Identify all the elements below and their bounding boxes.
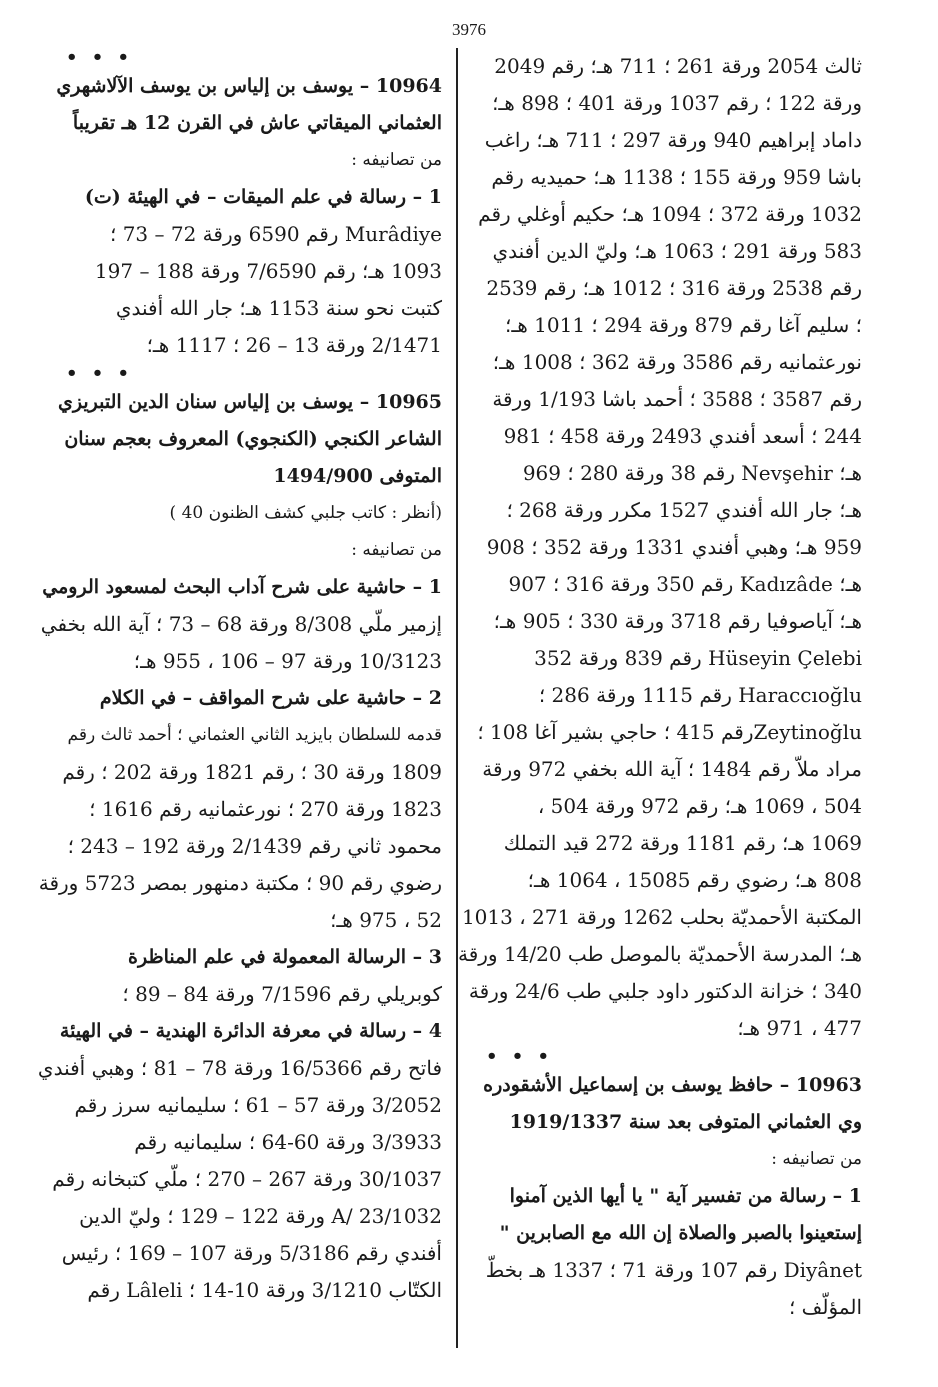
text-line: 583 ورقة 291 ؛ 1063 هـ؛ وليّ الدين أفندي [492, 239, 862, 263]
text-line: Haraccıoğlu رقم 1115 ورقة 286 ؛ [538, 683, 862, 707]
text-line: ورقة 122 ؛ رقم 1037 ورقة 401 ؛ 898 هـ؛ [492, 91, 862, 115]
text-line: رقم 3587 ؛ 3588 ؛ أحمد باشا 1/193 ورقة [492, 387, 862, 411]
text-line: هـ؛ المدرسة الأحمديّة بالموصل طب 14/20 ورقة [457, 942, 862, 966]
entry-title: 10964 – يوسف بن إلياس بن يوسف الآلاشهري [56, 75, 442, 97]
reference-note: (أنظر : كاتب جلبي كشف الظنون 40 ) [169, 503, 442, 523]
text-line: A/ 23/1032 ورقة 122 – 129 ؛ وليّ الدين [79, 1204, 442, 1228]
text-line: 52 ، 975 هـ؛ [330, 908, 442, 932]
entry-separator: • • • [486, 1046, 554, 1067]
text-line: 30/1037 ورقة 267 – 270 ؛ ملّي كتبخانه رقم [52, 1167, 442, 1191]
works-heading: من تصانيفه : [351, 540, 442, 560]
text-line: أفندي رقم 5/3186 ورقة 107 – 169 ؛ رئيس [61, 1241, 442, 1265]
text-line: رقم 2538 ورقة 316 ؛ 1012 هـ؛ رقم 2539 [486, 276, 862, 300]
work-title: 1 – حاشية على شرح آداب البحث لمسعود الرومي [42, 576, 442, 598]
text-line: كتبت نحو سنة 1153 هـ؛ جار الله أفندي [115, 296, 442, 320]
works-heading: من تصانيفه : [771, 1149, 862, 1169]
text-line: نورعثمانيه رقم 3586 ورقة 362 ؛ 1008 هـ؛ [492, 350, 862, 374]
text-line: هـ؛ Nevşehir رقم 38 ورقة 280 ؛ 969 [522, 461, 862, 485]
text-line: Diyânet رقم 107 ورقة 71 ؛ 1337 هـ بخطّ [485, 1258, 862, 1282]
text-line: 1093 هـ؛ رقم 7/6590 ورقة 188 – 197 [94, 259, 442, 283]
entry-title: 10963 – حافظ يوسف بن إسماعيل الأشقودره [483, 1074, 862, 1096]
right-column [457, 48, 862, 1326]
entry-separator: • • • [66, 47, 134, 68]
text-line: كوبريلي رقم 7/1596 ورقة 84 – 89 ؛ [122, 982, 442, 1006]
text-line: 10/3123 ورقة 97 – 106 ، 955 هـ؛ [133, 649, 442, 673]
text-line: 1032 ورقة 372 ؛ 1094 هـ؛ حكيم أوغلي رقم [478, 202, 862, 226]
text-line: 2/1471 ورقة 13 – 26 ؛ 1117 هـ؛ [146, 333, 442, 357]
text-line: قدمه للسلطان بايزيد الثاني العثماني ؛ أحمد ثالث رقم [67, 725, 442, 745]
works-heading: من تصانيفه : [351, 150, 442, 170]
text-line: 3/3933 ورقة 60-64 ؛ سليمانيه رقم [134, 1130, 442, 1154]
entry-title: 10965 – يوسف بن إلياس سنان الدين التبريزي [58, 391, 442, 413]
text-line: ؛ سليم آغا رقم 879 ورقة 294 ؛ 1011 هـ؛ [505, 313, 862, 337]
column-divider [456, 48, 458, 1348]
text-line: Murâdiye رقم 6590 ورقة 72 – 73 ؛ [109, 222, 442, 246]
text-line: Hüseyin Çelebi رقم 839 ورقة 352 [534, 646, 862, 670]
text-line: 340 ؛ خزانة الدكتور داود جلبي طب 24/6 ورقة [468, 979, 862, 1003]
text-line: 1823 ورقة 270 ؛ نورعثمانيه رقم 1616 ؛ [89, 797, 442, 821]
text-line: المكتبة الأحمديّة بحلب 1262 ورقة 271 ، 1013 [461, 905, 862, 929]
text-line: محمود ثاني رقم 2/1439 ورقة 192 – 243 ؛ [67, 834, 442, 858]
text-line: فاتح رقم 16/5366 ورقة 78 – 81 ؛ وهبي أفندي [37, 1056, 442, 1080]
text-line: 1069 هـ؛ رقم 1181 ورقة 272 قيد التملك [503, 831, 862, 855]
text-line: 1809 ورقة 30 ؛ رقم 1821 ورقة 202 ؛ رقم [62, 760, 442, 784]
work-title: 1 – رسالة من تفسير آية " يا أيها الذين آمنوا [509, 1185, 862, 1207]
text-line: هـ؛ جار الله أفندي 1527 مكرر ورقة 268 ؛ [506, 498, 862, 522]
text-line: ثالث 2054 ورقة 261 ؛ 711 هـ؛ رقم 2049 [494, 54, 862, 78]
work-title: 2 – حاشية على شرح المواقف – في الكلام [99, 687, 442, 709]
page-number: 3976 [452, 20, 486, 39]
entry-title-cont: العثماني الميقاتي عاش في القرن 12 هـ تقريباً [72, 112, 442, 134]
entry-title-cont: وي العثماني المتوفى بعد سنة 1919/1337 [509, 1111, 862, 1133]
entry-title-cont: الشاعر الكنجي (الكنجوي) المعروف بعجم سنان [64, 428, 442, 450]
left-column [37, 47, 442, 1309]
entry-separator: • • • [66, 363, 134, 384]
work-title: 1 – رسالة في علم الميقات – في الهيئة (ت) [84, 186, 442, 208]
text-line: 244 ؛ أسعد أفندي 2493 ورقة 458 ؛ 981 [503, 424, 862, 448]
text-line: داماد إبراهيم 940 ورقة 297 ؛ 711 هـ؛ راغب [484, 128, 862, 152]
text-line: هـ؛ آياصوفيا رقم 3718 ورقة 330 ؛ 905 هـ؛ [493, 609, 862, 633]
work-title-cont: إستعينوا بالصبر والصلاة إن الله مع الصابرين " [499, 1222, 862, 1244]
text-line: 477 ، 971 هـ؛ [737, 1016, 862, 1040]
text-line: Zeytinoğluرقم 415 ؛ حاجي بشير آغا 108 ؛ [477, 720, 862, 744]
text-line: إزمير ملّي 8/308 ورقة 68 – 73 ؛ آية الله بخفي [40, 612, 442, 636]
text-line: 808 هـ؛ رضوي رقم 15085 ، 1064 هـ؛ [527, 868, 862, 892]
text-line: 959 هـ؛ وهبي أفندي 1331 ورقة 352 ؛ 908 [486, 535, 862, 559]
text-line: المؤلّف ؛ [788, 1295, 862, 1319]
text-line: الكتّاب 3/1210 ورقة 10-14 ؛ Lâleli رقم [87, 1278, 442, 1302]
text-line: 3/2052 ورقة 57 – 61 ؛ سليمانيه سرز رقم [74, 1093, 442, 1117]
text-line: باشا 959 ورقة 155 ؛ 1138 هـ؛ حميديه رقم [491, 165, 862, 189]
entry-title-cont: المتوفى 1494/900 [273, 465, 442, 487]
text-line: هـ؛ Kadızâde رقم 350 ورقة 316 ؛ 907 [508, 572, 862, 596]
work-title: 3 – الرسالة المعمولة في علم المناظرة [128, 946, 442, 968]
text-line: مراد ملاّ رقم 1484 ؛ آية الله بخفي 972 ورقة [482, 757, 862, 781]
work-title: 4 – رسالة في معرفة الدائرة الهندية – في الهيئة [59, 1020, 442, 1042]
text-line: 504 ، 1069 هـ؛ رقم 972 ورقة 504 ، [537, 794, 862, 818]
text-line: رضوي رقم 90 ؛ مكتبة دمنهور بمصر 5723 ورقة [38, 871, 442, 895]
